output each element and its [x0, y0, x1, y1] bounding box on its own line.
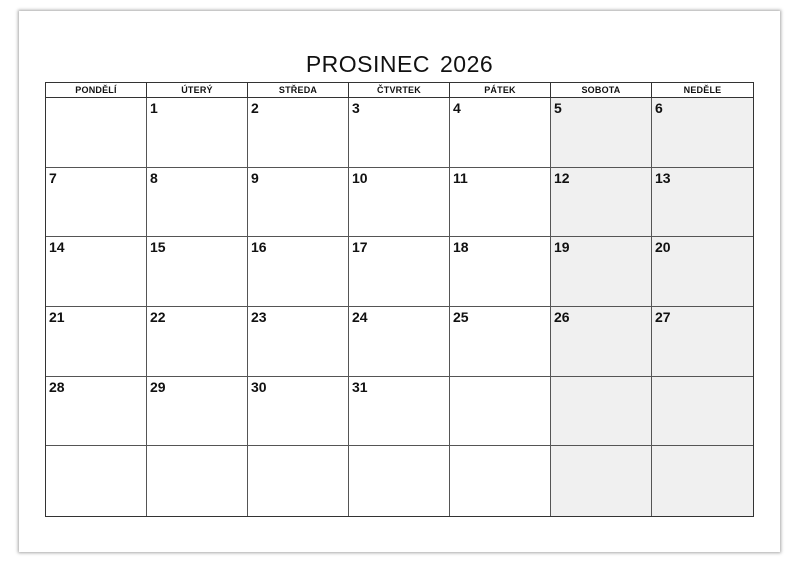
- day-cell: [551, 446, 652, 516]
- day-number: 28: [49, 378, 65, 395]
- day-number: 8: [150, 169, 158, 186]
- day-number: 24: [352, 308, 368, 325]
- weekday-header-saturday: SOBOTA: [551, 83, 652, 98]
- day-cell: [652, 237, 753, 307]
- day-number: 13: [655, 169, 671, 186]
- day-cell: [652, 98, 753, 168]
- day-number: 12: [554, 169, 570, 186]
- day-cell: [450, 98, 551, 168]
- day-number: 16: [251, 239, 267, 256]
- day-number: 23: [251, 308, 267, 325]
- day-number: 10: [352, 169, 368, 186]
- day-cell: [248, 168, 349, 238]
- weekday-header-sunday: NEDĚLE: [652, 83, 753, 98]
- day-number: 7: [49, 169, 57, 186]
- weekday-header-thursday: ČTVRTEK: [349, 83, 450, 98]
- day-cell: [652, 307, 753, 377]
- day-cell: [147, 168, 248, 238]
- calendar-sheet: [19, 11, 780, 552]
- day-cell: [450, 168, 551, 238]
- day-number: 31: [352, 378, 368, 395]
- day-cell: [450, 307, 551, 377]
- day-cell: [46, 168, 147, 238]
- day-number: 22: [150, 308, 166, 325]
- day-number: 25: [453, 308, 469, 325]
- day-cell: [248, 446, 349, 516]
- day-cell: [349, 98, 450, 168]
- year: 2026: [439, 51, 494, 77]
- day-number: 1: [150, 100, 158, 116]
- day-cell: [450, 446, 551, 516]
- month-name: PROSINEC: [305, 51, 430, 77]
- day-cell: [147, 237, 248, 307]
- day-cell: [551, 377, 652, 447]
- weekday-header-friday: PÁTEK: [450, 83, 551, 98]
- day-cell: [551, 168, 652, 238]
- weekday-header-tuesday: ÚTERÝ: [147, 83, 248, 98]
- day-cell: [147, 98, 248, 168]
- day-number: 5: [554, 100, 562, 116]
- day-number: 27: [655, 308, 671, 325]
- calendar-title: [19, 51, 780, 81]
- day-number: 6: [655, 100, 663, 116]
- day-cell: [248, 377, 349, 447]
- day-cell: [551, 307, 652, 377]
- day-number: 2: [251, 100, 259, 116]
- day-number: 26: [554, 308, 570, 325]
- weekday-header-monday: PONDĚLÍ: [46, 83, 147, 98]
- day-cell: [349, 168, 450, 238]
- day-cell: [349, 307, 450, 377]
- calendar-grid: [45, 82, 754, 517]
- day-cell: [248, 98, 349, 168]
- day-cell: [46, 307, 147, 377]
- day-cell: [450, 237, 551, 307]
- day-cell: [248, 307, 349, 377]
- day-cell: [450, 377, 551, 447]
- day-number: 29: [150, 378, 166, 395]
- day-number: 18: [453, 239, 469, 256]
- day-number: 17: [352, 239, 368, 256]
- day-cell: [147, 377, 248, 447]
- day-cell: [46, 446, 147, 516]
- day-cell: [349, 237, 450, 307]
- weekday-header-wednesday: STŘEDA: [248, 83, 349, 98]
- day-number: 20: [655, 239, 671, 256]
- day-cell: [46, 237, 147, 307]
- day-cell: [147, 446, 248, 516]
- day-cell: [652, 446, 753, 516]
- day-cell: [46, 98, 147, 168]
- day-cell: [147, 307, 248, 377]
- day-number: 15: [150, 239, 166, 256]
- day-cell: [248, 237, 349, 307]
- day-number: 30: [251, 378, 267, 395]
- day-number: 3: [352, 100, 360, 116]
- day-cell: [652, 377, 753, 447]
- day-number: 9: [251, 169, 259, 186]
- day-number: 19: [554, 239, 570, 256]
- day-number: 14: [49, 239, 65, 256]
- day-cell: [349, 446, 450, 516]
- day-cell: [551, 237, 652, 307]
- day-cell: [349, 377, 450, 447]
- day-cell: [551, 98, 652, 168]
- day-cell: [46, 377, 147, 447]
- day-number: 11: [453, 169, 468, 186]
- day-cell: [652, 168, 753, 238]
- day-number: 21: [49, 308, 65, 325]
- day-number: 4: [453, 100, 461, 116]
